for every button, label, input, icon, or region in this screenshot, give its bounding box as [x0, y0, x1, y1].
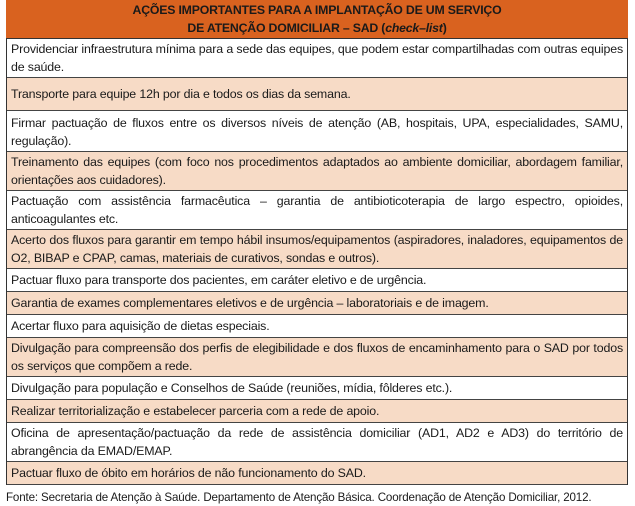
table-row: Divulgação para compreensão dos perfis de elegibilidade e dos fluxos de encaminhamento para o SAD por todos os serviços que compõem a rede. [7, 338, 627, 377]
table-row: Acerto dos fluxos para garantir em tempo hábil insumos/equipamentos (aspiradores, inaladores, equipamentos de O2, BIBAP e CPAP, camas, materiais de curativos, sondas e outros). [7, 230, 627, 269]
table-row: Garantia de exames complementares eletivos e de urgência – laboratoriais e de imagem. [7, 292, 627, 315]
table-row: Divulgação para população e Conselhos de Saúde (reuniões, mídia, fôlderes etc.). [7, 377, 627, 400]
table-row: Oficina de apresentação/pactuação da rede de assistência domiciliar (AD1, AD2 e AD3) do território de abrangência da EMAD/EMAP. [7, 423, 627, 462]
table-row: Acertar fluxo para aquisição de dietas especiais. [7, 315, 627, 338]
header-title-line2 [6, 19, 628, 37]
header-title-line1: AÇÕES IMPORTANTES PARA A IMPLANTAÇÃO DE UM SERVIÇO [132, 3, 502, 17]
source-note: Fonte: Secretaria de Atenção à Saúde. Departamento de Atenção Básica. Coordenação de Atenção Domiciliar, 2012. [6, 491, 592, 504]
table-row: Treinamento das equipes (com foco nos procedimentos adaptados ao ambiente domiciliar, abordagem familiar, orientações aos cuidadores). [7, 152, 627, 191]
header-title-checklist: check–list [385, 21, 443, 35]
table-row: Transporte para equipe 12h por dia e todos os dias da semana. [7, 78, 627, 111]
checklist-table [6, 38, 628, 485]
table-row: Providenciar infraestrutura mínima para a sede das equipes, que podem estar compartilhadas com outras equipes de saúde. [7, 39, 627, 78]
table-row: Firmar pactuação de fluxos entre os diversos níveis de atenção (AB, hospitais, UPA, especialidades, SAMU, regulação). [7, 111, 627, 152]
checklist-document [6, 0, 628, 506]
table-row: Pactuar fluxo para transporte dos pacientes, em caráter eletivo e de urgência. [7, 269, 627, 292]
header-title-line2-prefix: DE ATENÇÃO DOMICILIAR – SAD ( [187, 21, 386, 35]
table-header [6, 0, 628, 38]
header-title-line2-suffix: ) [442, 21, 447, 35]
table-row: Pactuação com assistência farmacêutica – garantia de antibioticoterapia de largo espectro, opioides, anticoagulantes etc. [7, 191, 627, 230]
table-row: Pactuar fluxo de óbito em horários de não funcionamento do SAD. [7, 462, 627, 485]
table-row: Realizar territorialização e estabelecer parceria com a rede de apoio. [7, 400, 627, 423]
